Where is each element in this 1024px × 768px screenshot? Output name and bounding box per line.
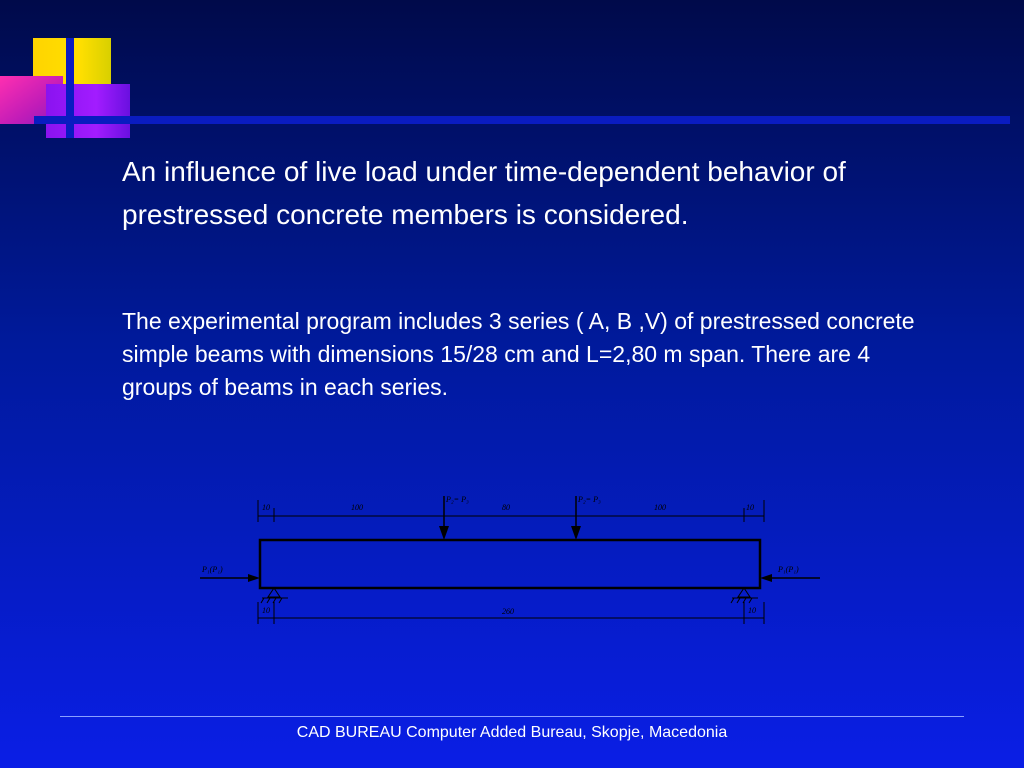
load-label-left: P₂= P₃	[446, 495, 469, 504]
dim-top-100-left: 100	[351, 503, 363, 512]
footer-text: CAD BUREAU Computer Added Bureau, Skopje, Macedonia	[296, 724, 728, 741]
dim-top-80: 80	[502, 503, 510, 512]
dim-bottom-260: 260	[502, 607, 514, 616]
decor-violet-square	[46, 84, 130, 138]
slide-title: An influence of live load under time-dependent behavior of prestressed concrete members is considered.	[122, 156, 846, 230]
footer-divider	[60, 716, 964, 717]
prestress-label-right: P₁(P₁)	[778, 565, 799, 574]
dim-bottom-10-left: 10	[262, 606, 270, 615]
slide-body: The experimental program includes 3 series ( A, B ,V) of prestressed concrete simple beams with dimensions 15/28 cm and L=2,80 m span. There are 4 groups of beams in each series.	[122, 308, 915, 400]
prestress-label-left: P₁(P₁)	[202, 565, 223, 574]
beam	[260, 540, 760, 588]
support-left	[261, 588, 288, 603]
beam-diagram	[196, 490, 826, 630]
dim-top-10-right: 10	[746, 503, 754, 512]
dim-top-10-left: 10	[262, 503, 270, 512]
dim-top-100-right: 100	[654, 503, 666, 512]
support-right	[731, 588, 758, 603]
load-label-right: P₂= P₃	[578, 495, 601, 504]
decor-header-rule	[34, 116, 1010, 124]
dim-bottom-10-right: 10	[748, 606, 756, 615]
